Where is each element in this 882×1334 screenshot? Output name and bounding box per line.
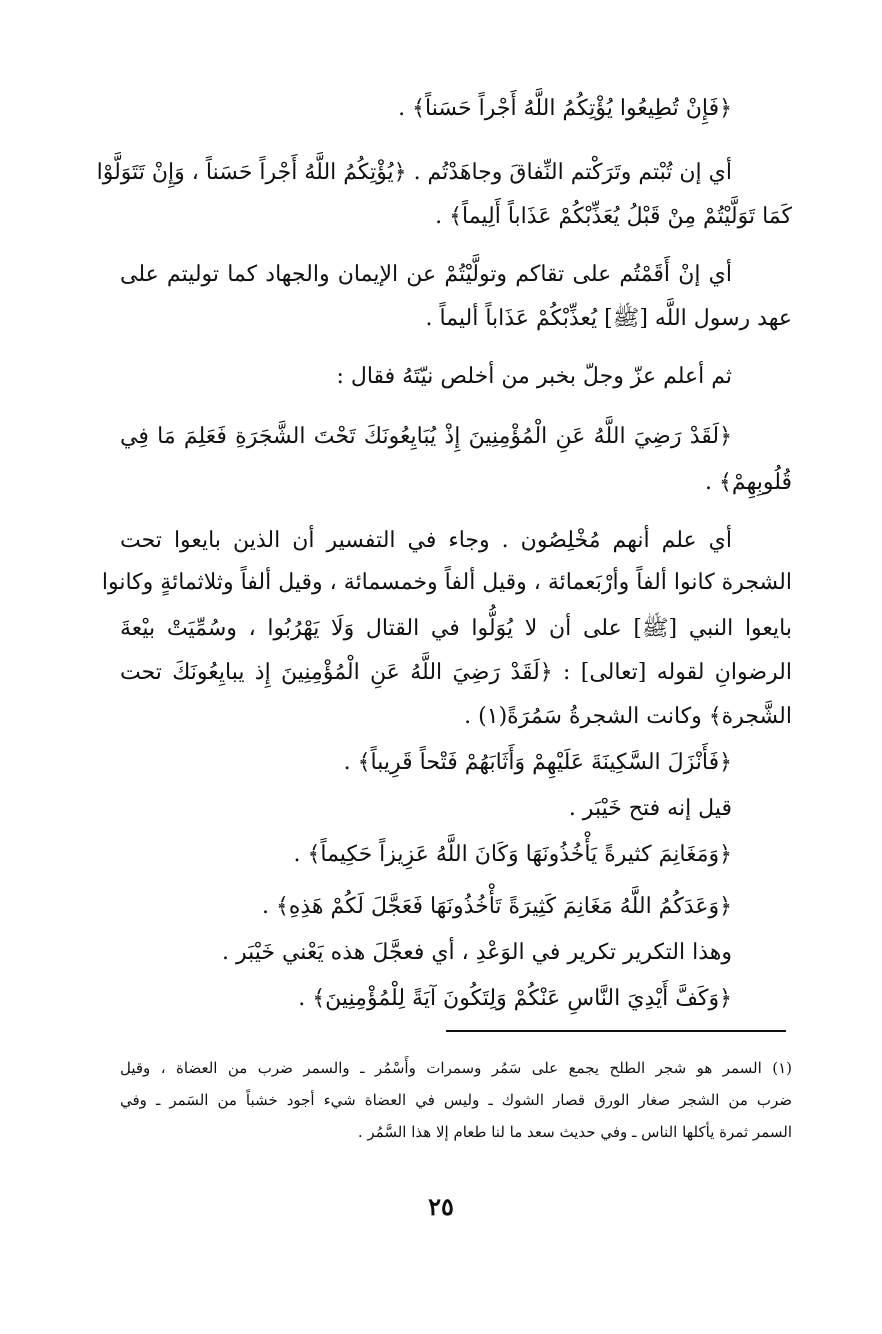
footnote-divider <box>446 1030 786 1032</box>
text-line: الشجرة كانوا ألفاً وأرْبَعمائة ، وقيل ألفاً وخمسمائة ، وقيل ألفاً وثلاثمائةٍ وكانوا <box>101 570 792 595</box>
verse-line: ﴿وَمَغَانِمَ كثيرةً يَأْخُذُونَهَا وَكَانَ اللَّهُ عَزِيزاً حَكِيماً﴾ . <box>293 842 732 867</box>
verse-line: قُلُوبِهِمْ﴾ . <box>705 470 792 495</box>
text-line: بايعوا النبي [ﷺ] على أن لا يُوَلُّوا في القتال وَلَا يَهْرُبُوا ، وسُمِّيَتْ بيْعةَ <box>120 616 792 641</box>
text-line: قيل إنه فتح خَيْبَر . <box>568 796 732 821</box>
footnote-line: السمر ثمرة يأكلها الناس ـ وفي حديث سعد ما لنا طعام إلا هذا السَّمُر . <box>357 1123 792 1141</box>
footnote-line: (١) السمر هو شجر الطلح يجمع على سَمُر وسمرات وأَسْمُر ـ والسمر ضرب من العضاة ، وقيل <box>120 1059 792 1077</box>
footnote-line: ضرب من الشجر صغار الورق قصار الشوك ـ وليس في العضاة شيء أجود خشباً من السَمر ـ وفي <box>120 1091 792 1109</box>
text-line: أي إنْ أَقَمْتُم على تقاكم وتولَّيْتُمْ عن الإيمان والجهاد كما توليتم على <box>120 262 732 287</box>
page-number: ٢٥ <box>428 1192 454 1221</box>
text-line: كَمَا تَوَلَّيْتُمْ مِنْ قَبْلُ يُعَذِّبْكُمْ عَذَاباً أَلِيماً﴾ . <box>435 204 792 229</box>
verse-line: ﴿وَعَدَكُمُ اللَّهُ مَغَانِمَ كَثِيرَةً تَأْخُذُونَهَا فَعَجَّلَ لَكُمْ هَذِهِ﴾ . <box>261 894 732 919</box>
text-line: الشَّجرة﴾ وكانت الشجرةُ سَمُرَةً(١) . <box>464 704 792 729</box>
text-line: الرضوانِ لقوله [تعالى] : ﴿لَقَدْ رَضِيَ اللَّهُ عَنِ الْمُؤْمِنِينَ إِذ يبايِعُونَكَ تحت <box>120 660 792 685</box>
text-line: عهد رسول اللَّه [ﷺ] يُعذِّبْكُمْ عَذَاباً أليماً . <box>425 306 792 331</box>
verse-line: ﴿وَكَفَّ أَيْدِيَ النَّاسِ عَنْكُمْ وَلِتَكُونَ آيَةً لِلْمُؤْمِنِينَ﴾ . <box>298 986 732 1011</box>
text-line: ثم أعلم عزّ وجلّ بخبر من أخلص نيّتَهُ فقال : <box>336 364 732 389</box>
verse-line: ﴿فَإِنْ تُطِيعُوا يُؤْتِكُمُ اللَّهُ أَجْراً حَسَناً﴾ . <box>398 96 732 121</box>
verse-line: ﴿فَأَنْزَلَ السَّكِينَةَ عَلَيْهِمْ وَأَثَابَهُمْ فَتْحاً قَرِيباً﴾ . <box>343 750 732 775</box>
text-line: أي علم أنهم مُخْلِصُون . وجاء في التفسير أن الذين بايعوا تحت <box>120 528 732 553</box>
text-line: أي إن تُبْتم وتَرَكْتم النِّفاقَ وجاهَدْتُم . ﴿يُؤْتِكُمُ اللَّهُ أَجْراً حَسَناً ، وَإِنْ تَتَوَلَّوْا <box>96 160 732 185</box>
text-line: وهذا التكرير تكرير في الوَعْدِ ، أي فعجَّلَ هذه يَعْني خَيْبَر . <box>221 940 732 965</box>
verse-line: ﴿لَقَدْ رَضِيَ اللَّهُ عَنِ الْمُؤْمِنِينَ إِذْ يُبَايِعُونَكَ تَحْتَ الشَّجَرَةِ فَعَلِمَ مَا فِي <box>120 424 732 449</box>
